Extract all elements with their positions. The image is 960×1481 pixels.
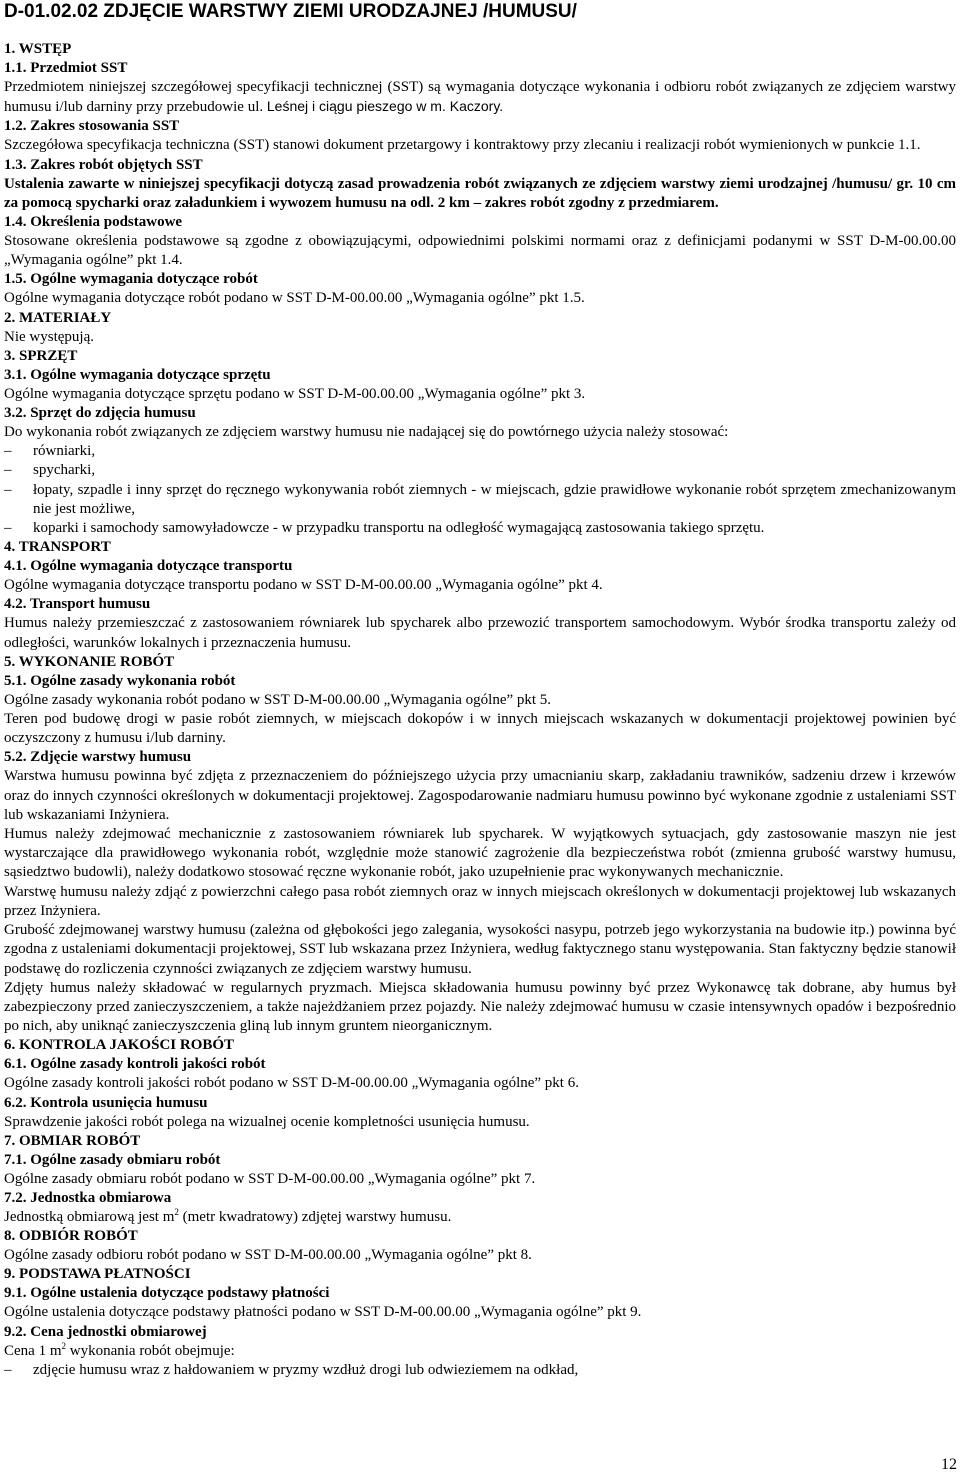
section-heading: 9.2. Cena jednostki obmiarowej [4,1323,207,1340]
paragraph [4,1208,956,1227]
section-heading: 4.1. Ogólne wymagania dotyczące transportu [4,558,293,575]
section-heading: 6.2. Kontrola usunięcia humusu [4,1094,208,1111]
section-heading: 3.1. Ogólne wymagania dotyczące sprzętu [4,366,271,383]
text-run: Cena 1 m [4,1342,62,1359]
paragraph: Sprawdzenie jakości robót polega na wizualnej ocenie kompletności usunięcia humusu. [4,1113,530,1130]
text-run: Leśnej i ciągu pieszego w m. Kaczory. [266,98,504,115]
text-run: (metr kwadratowy) zdjętej warstwy humusu. [178,1208,452,1225]
section-heading: 8. ODBIÓR ROBÓT [4,1228,138,1245]
text-run: Przedmiotem niniejszej szczegółowej specyfikacji technicznej (SST) są wymagania dotyczące wykonania i odbioru robót związanych ze zdjęciem warstwy humusu i/lub darniny przy przebudowie ul. [4,79,956,116]
paragraph [4,1342,956,1361]
section-heading: 1.3. Zakres robót objętych SST [4,156,203,173]
paragraph: Warstwę humusu należy zdjąć z powierzchni całego pasa robót ziemnych oraz w innych miejscach określonych w dokumentacji projektowej lub wskazanych przez Inżyniera. [4,883,956,919]
paragraph: Humus należy zdejmować mechanicznie z zastosowaniem równiarek lub spycharek. W wyjątkowych sytuacjach, gdy zastosowanie maszyn nie jest wystarczające dla prawidłowego wykonania robót, względnie może stanowić zagrożenie dla bezpieczeństwa robót (zmienna grubość warstwy humusu, sąsiedztwo budowli), należy dodatkowo stosować ręczne wykonanie robót, jako uzupełnienie prac wykonywanych mechanicznie. [4,826,956,881]
section-heading: 3.2. Sprzęt do zdjęcia humusu [4,405,196,422]
section-heading: 6. KONTROLA JAKOŚCI ROBÓT [4,1037,235,1054]
superscript: 2 [174,1206,179,1217]
section-heading: 1.4. Określenia podstawowe [4,214,183,231]
paragraph: Teren pod budowę drogi w pasie robót ziemnych, w miejscach dokopów i w innych miejscach wskazanych w dokumentacji projektowej powinien być oczyszczony z humusu i/lub darniny. [4,711,956,747]
section-heading: 1.2. Zakres stosowania SST [4,118,180,135]
text-run: Jednostką obmiarową jest m [4,1208,175,1225]
section-heading: 5.1. Ogólne zasady wykonania robót [4,672,236,689]
section-heading: 7.1. Ogólne zasady obmiaru robót [4,1151,221,1168]
document-title: D-01.02.02 ZDJĘCIE WARSTWY ZIEMI URODZAJNEJ /HUMUSU/ [4,1,577,22]
list-item: – spycharki, [4,461,956,480]
dash-list [4,1361,956,1380]
paragraph: Do wykonania robót związanych ze zdjęciem warstwy humusu nie nadającej się do powtórnego użycia należy stosować: [4,424,729,441]
section-heading: 9. PODSTAWA PŁATNOŚCI [4,1266,191,1283]
paragraph: Ogólne zasady odbioru robót podano w SST D-M-00.00.00 „Wymagania ogólne” pkt 8. [4,1247,532,1264]
dash-list [4,442,956,538]
page-number: 12 [941,1456,957,1473]
section-heading: 2. MATERIAŁY [4,309,112,326]
list-item: – łopaty, szpadle i inny sprzęt do ręcznego wykonywania robót ziemnych - w miejscach, gdzie prawidłowe wykonanie robót sprzętem zmechanizowanym nie jest możliwe, [4,481,956,519]
paragraph: Ogólne wymagania dotyczące sprzętu podano w SST D-M-00.00.00 „Wymagania ogólne” pkt 3. [4,385,586,402]
section-heading: 7.2. Jednostka obmiarowa [4,1189,172,1206]
section-heading: 3. SPRZĘT [4,347,78,364]
list-item: – koparki i samochody samowyładowcze - w przypadku transportu na odległość wymagającą zastosowania takiego sprzętu. [4,519,956,538]
text-run: wykonania robót obejmuje: [66,1342,235,1359]
section-heading: 5.2. Zdjęcie warstwy humusu [4,749,192,766]
paragraph: Zdjęty humus należy składować w regularnych pryzmach. Miejsca składowania humusu powinny być przez Wykonawcę tak dobrane, aby humus był zabezpieczony przed zanieczyszczeniem, a także najeżdżaniem przez pojazdy. Nie należy zdejmować humusu w czasie intensywnych opadów i bezpośrednio po nich, aby uniknąć zanieczyszczenia gliną lub innym gruntem nieorganicznym. [4,979,956,1035]
section-heading: 1.1. Przedmiot SST [4,60,128,76]
section-heading: 5. WYKONANIE ROBÓT [4,653,175,670]
section-heading: 4.2. Transport humusu [4,596,151,613]
list-item: – równiarki, [4,442,956,461]
document-body [4,40,956,1380]
section-heading: 6.1. Ogólne zasady kontroli jakości robót [4,1056,266,1073]
section-heading: 9.1. Ogólne ustalenia dotyczące podstawy płatności [4,1285,330,1302]
list-item: – zdjęcie humusu wraz z hałdowaniem w pryzmy wzdłuż drogi lub odwieziemem na odkład, [4,1361,956,1380]
paragraph: Ogólne zasady obmiaru robót podano w SST D-M-00.00.00 „Wymagania ogólne” pkt 7. [4,1170,536,1187]
document-page [4,0,956,1380]
paragraph [4,78,956,117]
paragraph: Ogólne zasady wykonania robót podano w SST D-M-00.00.00 „Wymagania ogólne” pkt 5. [4,691,552,708]
paragraph: Ustalenia zawarte w niniejszej specyfikacji dotyczą zasad prowadzenia robót związanych ze zdjęciem warstwy ziemi urodzajnej /humusu/ gr. 10 cm za pomocą spycharki oraz załadunkiem i wywozem humusu na odl. 2 km – zakres robót zgodny z przedmiarem. [4,175,956,211]
paragraph: Ogólne wymagania dotyczące robót podano w SST D-M-00.00.00 „Wymagania ogólne” pkt 1.5. [4,290,585,307]
paragraph: Warstwa humusu powinna być zdjęta z przeznaczeniem do późniejszego użycia przy umacnianiu skarp, zakładaniu trawników, sadzeniu drzew i krzewów oraz do innych czynności określonych w dokumentacji projektowej. Zagospodarowanie nadmiaru humusu powinno być wykonane zgodnie z ustaleniami SST lub wskazaniami Inżyniera. [4,768,956,823]
paragraph: Ogólne wymagania dotyczące transportu podano w SST D-M-00.00.00 „Wymagania ogólne” pkt 4. [4,577,603,594]
paragraph: Grubość zdejmowanej warstwy humusu (zależna od głębokości jego zalegania, wysokości nasypu, potrzeb jego wykorzystania na budowie itp.) powinna być zgodna z ustaleniami dokumentacji projektowej, SST lub wskazana przez Inżyniera, według faktycznego stanu występowania. Stan faktyczny będzie stanowił podstawę do rozliczenia czynności związanych ze zdjęciem warstwy humusu. [4,922,956,977]
section-heading: 7. OBMIAR ROBÓT [4,1132,141,1149]
section-heading: 1.5. Ogólne wymagania dotyczące robót [4,271,258,288]
paragraph: Szczegółowa specyfikacja techniczna (SST) stanowi dokument przetargowy i kontraktowy przy zlecaniu i realizacji robót wymienionych w punkcie 1.1. [4,137,921,154]
paragraph: Ogólne ustalenia dotyczące podstawy płatności podano w SST D-M-00.00.00 „Wymagania ogólne” pkt 9. [4,1304,642,1321]
paragraph: Humus należy przemieszczać z zastosowaniem równiarek lub spycharek albo przewozić transportem samochodowym. Wybór środka transportu zależy od odległości, warunków lokalnych i przeznaczenia humusu. [4,615,956,651]
section-heading: 1. WSTĘP [4,41,72,57]
superscript: 2 [61,1340,66,1351]
section-heading: 4. TRANSPORT [4,539,111,556]
paragraph: Stosowane określenia podstawowe są zgodne z obowiązującymi, odpowiednimi polskimi normami oraz z definicjami podanymi w SST D-M-00.00.00 „Wymagania ogólne” pkt 1.4. [4,233,956,269]
paragraph: Ogólne zasady kontroli jakości robót podano w SST D-M-00.00.00 „Wymagania ogólne” pkt 6. [4,1075,579,1092]
paragraph: Nie występują. [4,328,94,345]
